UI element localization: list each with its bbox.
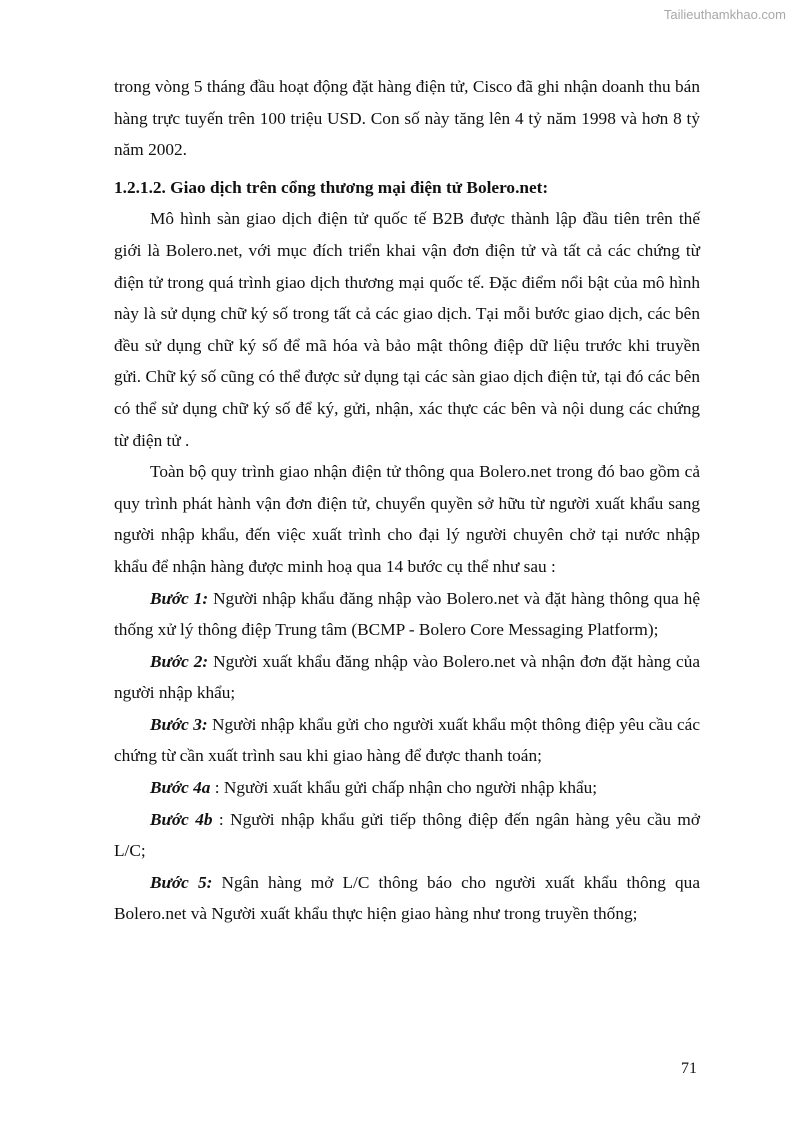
step-text: : Người nhập khẩu gửi tiếp thông điệp đến ngân hàng yêu cầu mở L/C; bbox=[114, 809, 700, 861]
document-body bbox=[114, 71, 700, 930]
step-item bbox=[114, 709, 700, 772]
process-overview-paragraph: Toàn bộ quy trình giao nhận điện tử thông qua Bolero.net trong đó bao gồm cả quy trình phát hành vận đơn điện tử, chuyển quyền sở hữu từ người xuất khẩu sang người nhập khẩu, đến việc xuất trình cho đại lý người chuyên chở tại nước nhập khẩu để nhận hàng được minh hoạ qua 14 bước cụ thể như sau : bbox=[114, 462, 700, 576]
step-label: Bước 5: bbox=[150, 872, 213, 892]
step-item bbox=[114, 646, 700, 709]
step-label: Bước 4a bbox=[150, 778, 211, 798]
watermark: Tailieuthamkhao.com bbox=[663, 7, 786, 22]
step-label: Bước 3: bbox=[150, 714, 208, 734]
step-text: : Người xuất khẩu gửi chấp nhận cho người nhập khẩu; bbox=[210, 778, 598, 798]
section-heading: 1.2.1.2. Giao dịch trên cổng thương mại điện tử Bolero.net: bbox=[114, 177, 549, 197]
step-text: Ngân hàng mở L/C thông báo cho người xuất khẩu thông qua Bolero.net và Người xuất khẩu thực hiện giao hàng như trong truyền thống; bbox=[114, 872, 700, 924]
step-item bbox=[114, 804, 700, 867]
page-number: 71 bbox=[681, 1060, 697, 1077]
step-label: Bước 1: bbox=[150, 588, 209, 608]
step-item bbox=[114, 583, 700, 646]
bolero-description-paragraph: Mô hình sàn giao dịch điện tử quốc tế B2B được thành lập đầu tiên trên thế giới là Bolero.net, với mục đích triển khai vận đơn điện tử và tất cả các chứng từ điện tử trong quá trình giao dịch thương mại quốc tế. Đặc điểm nổi bật của mô hình này là sử dụng chữ ký số trong tất cả các giao dịch. Tại mỗi bước giao dịch, các bên đều sử dụng chữ ký số để mã hóa và bảo mật thông điệp dữ liệu trước khi truyền gửi. Chữ ký số cũng có thể được sử dụng tại các sàn giao dịch điện tử, tại đó các bên có thể sử dụng chữ ký số để ký, gửi, nhận, xác thực các bên và nội dung các chứng từ điện tử . bbox=[114, 209, 700, 450]
step-text: Người nhập khẩu gửi cho người xuất khẩu một thông điệp yêu cầu các chứng từ cần xuất trình sau khi giao hàng để được thanh toán; bbox=[114, 714, 700, 766]
step-label: Bước 4b bbox=[150, 809, 213, 829]
step-text: Người nhập khẩu đăng nhập vào Bolero.net và đặt hàng thông qua hệ thống xử lý thông điệp Trung tâm (BCMP - Bolero Core Messaging Platform); bbox=[114, 588, 700, 640]
step-item bbox=[114, 867, 700, 930]
step-item bbox=[114, 772, 700, 804]
intro-paragraph: trong vòng 5 tháng đầu hoạt động đặt hàng điện tử, Cisco đã ghi nhận doanh thu bán hàng trực tuyến trên 100 triệu USD. Con số này tăng lên 4 tỷ năm 1998 và hơn 8 tỷ năm 2002. bbox=[114, 77, 700, 160]
step-label: Bước 2: bbox=[150, 651, 209, 671]
step-text: Người xuất khẩu đăng nhập vào Bolero.net và nhận đơn đặt hàng của người nhập khẩu; bbox=[114, 651, 701, 703]
